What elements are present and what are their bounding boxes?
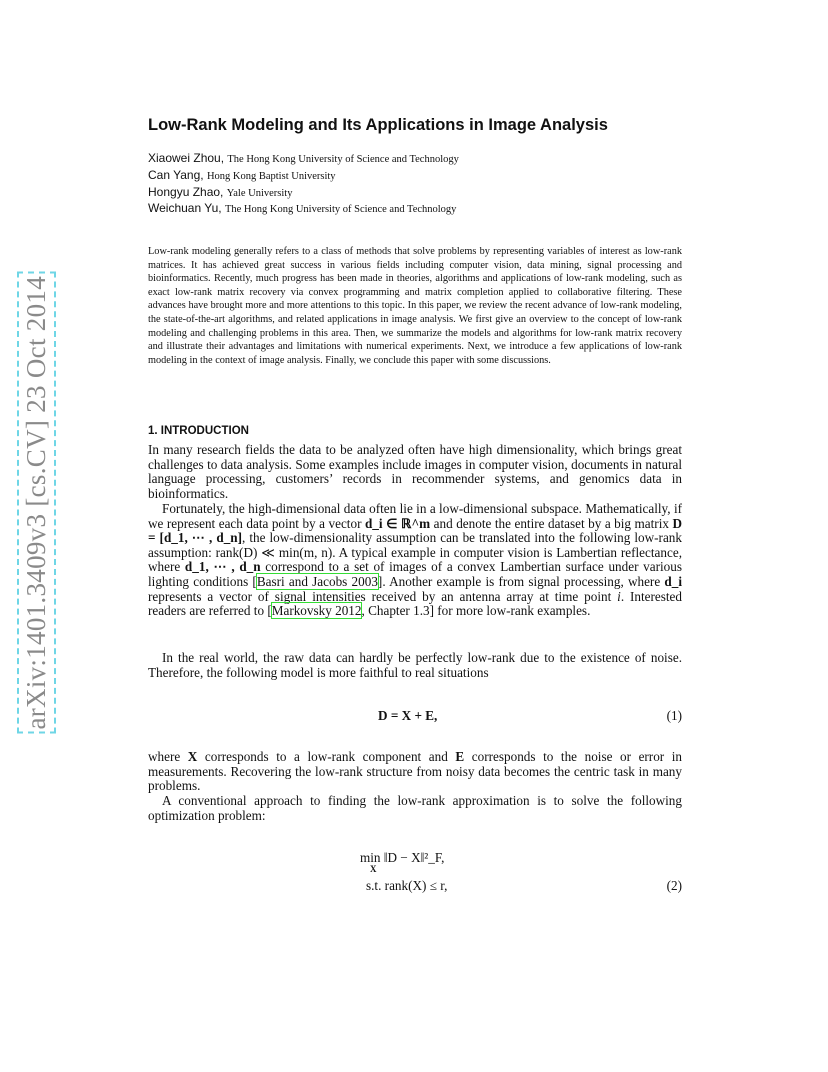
equation-number: (1) [666,708,682,723]
intro-paragraph-4: where X corresponds to a low-rank component and E corresponds to the noise or error in measurements. Recovering the low-rank structure from noisy data becomes the centric task in many problems. [148,749,683,794]
arxiv-identifier [12,268,60,738]
equation-1 [148,708,682,726]
author-affiliation: Hong Kong Baptist University [206,170,336,182]
math-inline: E [455,749,465,764]
section-heading: 1. INTRODUCTION [148,425,249,437]
citation-link[interactable]: Basri and Jacobs 2003 [256,573,378,589]
math-inline: D = [d_1, ⋯ , d_n] [148,515,682,546]
equation-2 [148,850,682,894]
author-affiliation: The Hong Kong University of Science and Technology [224,204,457,216]
math-inline: X [187,749,198,764]
equation-body: D = X + E, [378,708,438,723]
author-affiliation: Yale University [226,187,293,199]
intro-paragraph-3: In the real world, the raw data can hardly be perfectly low-rank due to the existence of noise. Therefore, the following model is more faithful to real situations [148,650,682,680]
author-name: Can Yang [148,167,201,182]
author-entry: Hongyu Zhao, Yale University [148,184,293,199]
intro-paragraph-2: Fortunately, the high-dimensional data often lie in a low-dimensional subspace. Mathematically, if we represent each data point by a vector d_i ∈ ℝ^m and denote the entire dataset by a big matrix D = [d_1, ⋯ , d_n], the low-dimensionality assumption can be translated into the following low-rank assumption: rank(D) ≪ min(m, n). A typical example in computer vision is Lambertian reflectance, where d_1, ⋯ , d_n correspond to a set of images of a convex Lambertian surface under various lighting conditions [Basri and Jacobs 2003]. Another example is from signal processing, where d_i represents a vector of signal intensities received by an antenna array at time point i. Interested readers are referred to [Markovsky 2012, Chapter 1.3] for more low-rank examples. [148,501,683,619]
math-inline: i [617,588,621,604]
equation-line: s.t. rank(X) ≤ r, [366,878,448,893]
abstract: Low-rank modeling generally refers to a class of methods that solve problems by representing variables of interest as low-rank matrices. It has achieved great success in various fields including computer vision, data mining, signal processing and bioinformatics. Recently, much progress has been made in theories, algorithms and applications of low-rank modeling, such as exact low-rank matrix recovery via convex programming and matrix completion applied to collaborative filtering. These advances have brought more and more attentions to this topic. In this paper, we review the recent advance of low-rank modeling, the state-of-the-art algorithms, and related applications in image analysis. We first give an overview to the concept of low-rank modeling and challenging problems in this area. Then, we summarize the models and algorithms for low-rank matrix recovery and illustrate their advantages and limitations with numerical experiments. Next, we introduce a few applications of low-rank modeling in the context of image analysis. Finally, we conclude this paper with some discussions. [148,246,682,366]
author-entry: Can Yang, Hong Kong Baptist University [148,167,336,182]
author-name: Hongyu Zhao [148,184,221,199]
author-entry: Weichuan Yu, The Hong Kong University of Science and Technology [148,201,457,216]
author-entry: Xiaowei Zhou, The Hong Kong University of Science and Technology [148,151,459,165]
intro-paragraph-5: A conventional approach to finding the low-rank approximation is to solve the following optimization problem: [148,793,682,823]
author-affiliation: The Hong Kong University of Science and Technology [227,154,459,165]
author-list [148,151,459,218]
math-inline: d_1, ⋯ , d_n [184,559,261,575]
math-inline: rank(D) ≪ min(m, n) [215,544,333,560]
citation-link[interactable]: Markovsky 2012 [271,603,362,619]
math-inline: d_i [664,573,683,589]
equation-number: (2) [666,878,682,893]
intro-paragraph-1: In many research fields the data to be analyzed often have high dimensionality, which brings great challenges to data analysis. Some examples include images in computer vision, documents in natural language processing, customers’ records in recommender systems, and genomics data in bioinformatics. [148,442,682,501]
equation-subscript: X [370,864,377,874]
arxiv-id-link[interactable]: arXiv:1401.3409v3 [cs.CV] 23 Oct 2014 [20,276,51,730]
author-name: Weichuan Yu [148,201,219,216]
math-inline: d_i ∈ ℝ^m [364,515,431,531]
paper-title: Low-Rank Modeling and Its Applications in Image Analysis [148,116,608,134]
author-name: Xiaowei Zhou [148,151,221,165]
equation-line: min ‖D − X‖²_F, [360,850,445,865]
